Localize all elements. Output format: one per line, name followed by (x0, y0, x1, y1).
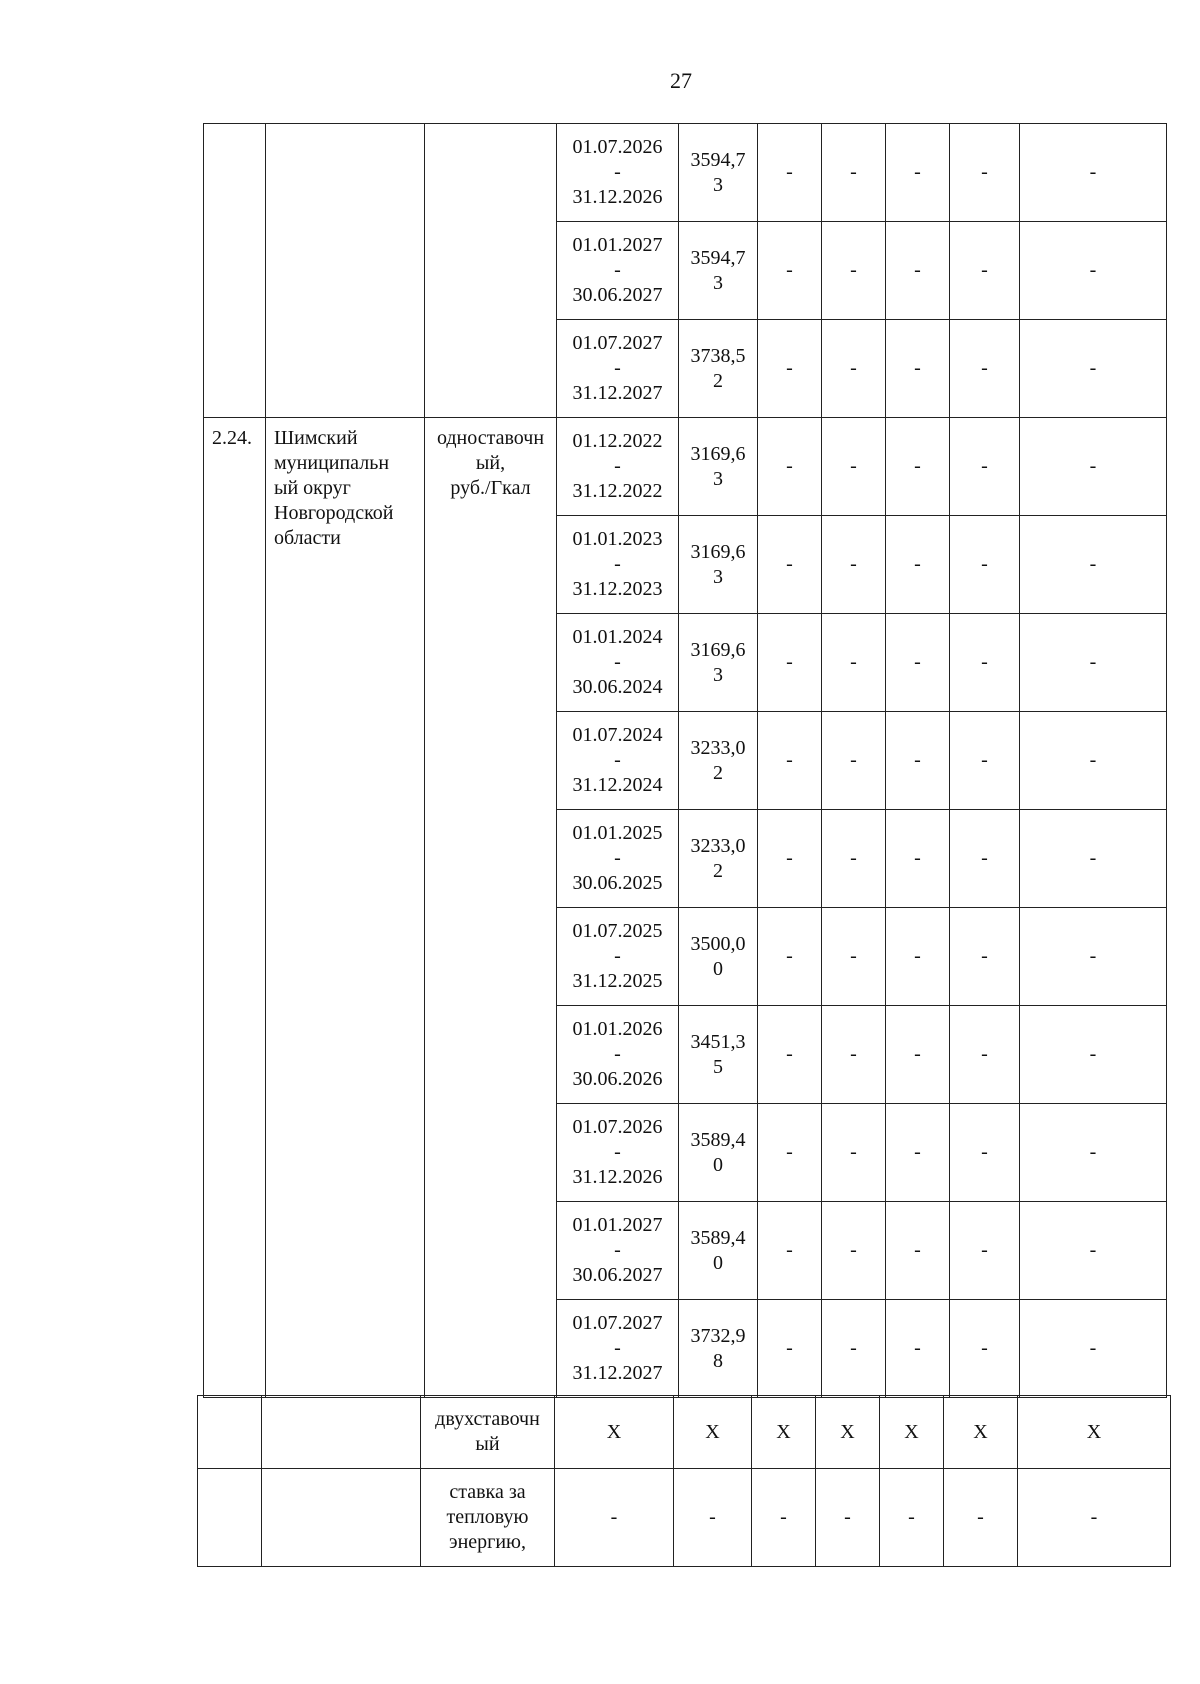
tariff-table-body (204, 124, 1167, 1398)
two-rate-row (198, 1396, 1171, 1469)
dash-cell: - (886, 1104, 950, 1202)
tariff-value-cell: 3169,6 3 (679, 516, 758, 614)
dash-cell: - (758, 712, 822, 810)
dash-cell: - (752, 1469, 816, 1567)
dash-cell: - (880, 1469, 944, 1567)
tariff-value-cell: 3589,4 0 (679, 1104, 758, 1202)
period-cell: 01.07.2027 - 31.12.2027 (557, 1300, 679, 1398)
organization-name: Шимский муниципальн ый округ Новгородской области (266, 418, 425, 1398)
dash-cell: - (816, 1469, 880, 1567)
dash-cell: - (950, 1104, 1020, 1202)
period-cell: 01.01.2026 - 30.06.2026 (557, 1006, 679, 1104)
dash-cell: - (822, 418, 886, 516)
dash-cell: - (1020, 124, 1167, 222)
tariff-value-cell: 3500,0 0 (679, 908, 758, 1006)
dash-cell: - (822, 1006, 886, 1104)
tariff-value-cell: 3169,6 3 (679, 418, 758, 516)
dash-cell: - (950, 124, 1020, 222)
period-cell: 01.01.2025 - 30.06.2025 (557, 810, 679, 908)
x-cell: Х (752, 1396, 816, 1469)
dash-cell: - (950, 222, 1020, 320)
dash-cell: - (1020, 1300, 1167, 1398)
carry-over-row (204, 124, 1167, 222)
dash-cell: - (886, 1300, 950, 1398)
dash-cell: - (822, 1104, 886, 1202)
dash-cell: - (758, 1300, 822, 1398)
dash-cell: - (950, 810, 1020, 908)
dash-cell: - (555, 1469, 674, 1567)
item-number: 2.24. (204, 418, 266, 1398)
tariff-value-cell: 3589,4 0 (679, 1202, 758, 1300)
period-cell: 01.01.2027 - 30.06.2027 (557, 1202, 679, 1300)
period-cell: 01.07.2025 - 31.12.2025 (557, 908, 679, 1006)
dash-cell: - (758, 1202, 822, 1300)
dash-cell: - (822, 124, 886, 222)
dash-cell: - (758, 1104, 822, 1202)
dash-cell: - (1020, 222, 1167, 320)
two-rate-table (197, 1395, 1171, 1567)
dash-cell: - (1020, 908, 1167, 1006)
dash-cell: - (1020, 516, 1167, 614)
period-cell: 01.12.2022 - 31.12.2022 (557, 418, 679, 516)
dash-cell: - (950, 516, 1020, 614)
dash-cell: - (822, 1300, 886, 1398)
dash-cell: - (1020, 418, 1167, 516)
dash-cell: - (822, 908, 886, 1006)
dash-cell: - (886, 908, 950, 1006)
tariff-value-cell: 3594,7 3 (679, 222, 758, 320)
dash-cell: - (950, 1300, 1020, 1398)
dash-cell: - (1020, 712, 1167, 810)
heat-rate-label: ставка за тепловую энергию, (421, 1469, 555, 1567)
heat-rate-row (198, 1469, 1171, 1567)
period-cell: 01.01.2027 - 30.06.2027 (557, 222, 679, 320)
tariff-value-cell: 3738,5 2 (679, 320, 758, 418)
dash-cell: - (886, 516, 950, 614)
x-cell: Х (944, 1396, 1018, 1469)
empty-cell (204, 124, 266, 418)
dash-cell: - (950, 908, 1020, 1006)
dash-cell: - (1020, 1006, 1167, 1104)
dash-cell: - (822, 222, 886, 320)
tariff-value-cell: 3169,6 3 (679, 614, 758, 712)
dash-cell: - (822, 320, 886, 418)
empty-cell (198, 1469, 262, 1567)
tariff-value-cell: 3451,3 5 (679, 1006, 758, 1104)
tariff-value-cell: 3594,7 3 (679, 124, 758, 222)
rate-type: одноставочн ый, руб./Гкал (425, 418, 557, 1398)
dash-cell: - (886, 320, 950, 418)
dash-cell: - (886, 712, 950, 810)
tariff-value-cell: 3233,0 2 (679, 712, 758, 810)
dash-cell: - (1018, 1469, 1171, 1567)
dash-cell: - (822, 810, 886, 908)
x-cell: Х (816, 1396, 880, 1469)
dash-cell: - (886, 124, 950, 222)
tariff-value-cell: 3732,9 8 (679, 1300, 758, 1398)
tariff-value-cell: 3233,0 2 (679, 810, 758, 908)
x-cell: Х (674, 1396, 752, 1469)
dash-cell: - (758, 614, 822, 712)
dash-cell: - (1020, 1202, 1167, 1300)
dash-cell: - (1020, 810, 1167, 908)
dash-cell: - (950, 1202, 1020, 1300)
dash-cell: - (758, 908, 822, 1006)
dash-cell: - (950, 320, 1020, 418)
dash-cell: - (886, 614, 950, 712)
dash-cell: - (1020, 614, 1167, 712)
dash-cell: - (950, 1006, 1020, 1104)
period-cell: 01.07.2026 - 31.12.2026 (557, 1104, 679, 1202)
dash-cell: - (886, 1006, 950, 1104)
empty-cell (198, 1396, 262, 1469)
empty-cell (425, 124, 557, 418)
dash-cell: - (674, 1469, 752, 1567)
dash-cell: - (758, 418, 822, 516)
x-cell: Х (555, 1396, 674, 1469)
dash-cell: - (758, 810, 822, 908)
dash-cell: - (822, 614, 886, 712)
page-number: 27 (670, 68, 692, 93)
period-cell: 01.07.2027 - 31.12.2027 (557, 320, 679, 418)
tariff-table (203, 123, 1167, 1398)
dash-cell: - (758, 516, 822, 614)
dash-cell: - (758, 320, 822, 418)
period-cell: 01.07.2026 - 31.12.2026 (557, 124, 679, 222)
dash-cell: - (886, 810, 950, 908)
dash-cell: - (1020, 320, 1167, 418)
x-cell: Х (1018, 1396, 1171, 1469)
dash-cell: - (950, 614, 1020, 712)
dash-cell: - (758, 1006, 822, 1104)
dash-cell: - (886, 418, 950, 516)
dash-cell: - (758, 124, 822, 222)
dash-cell: - (886, 1202, 950, 1300)
dash-cell: - (886, 222, 950, 320)
dash-cell: - (822, 1202, 886, 1300)
dash-cell: - (758, 222, 822, 320)
two-rate-label: двухставочн ый (421, 1396, 555, 1469)
dash-cell: - (950, 712, 1020, 810)
period-cell: 01.01.2023 - 31.12.2023 (557, 516, 679, 614)
tariff-row (204, 418, 1167, 516)
dash-cell: - (944, 1469, 1018, 1567)
dash-cell: - (822, 712, 886, 810)
dash-cell: - (1020, 1104, 1167, 1202)
x-cell: Х (880, 1396, 944, 1469)
empty-cell (266, 124, 425, 418)
dash-cell: - (950, 418, 1020, 516)
period-cell: 01.07.2024 - 31.12.2024 (557, 712, 679, 810)
empty-cell (262, 1469, 421, 1567)
empty-cell (262, 1396, 421, 1469)
dash-cell: - (822, 516, 886, 614)
period-cell: 01.01.2024 - 30.06.2024 (557, 614, 679, 712)
